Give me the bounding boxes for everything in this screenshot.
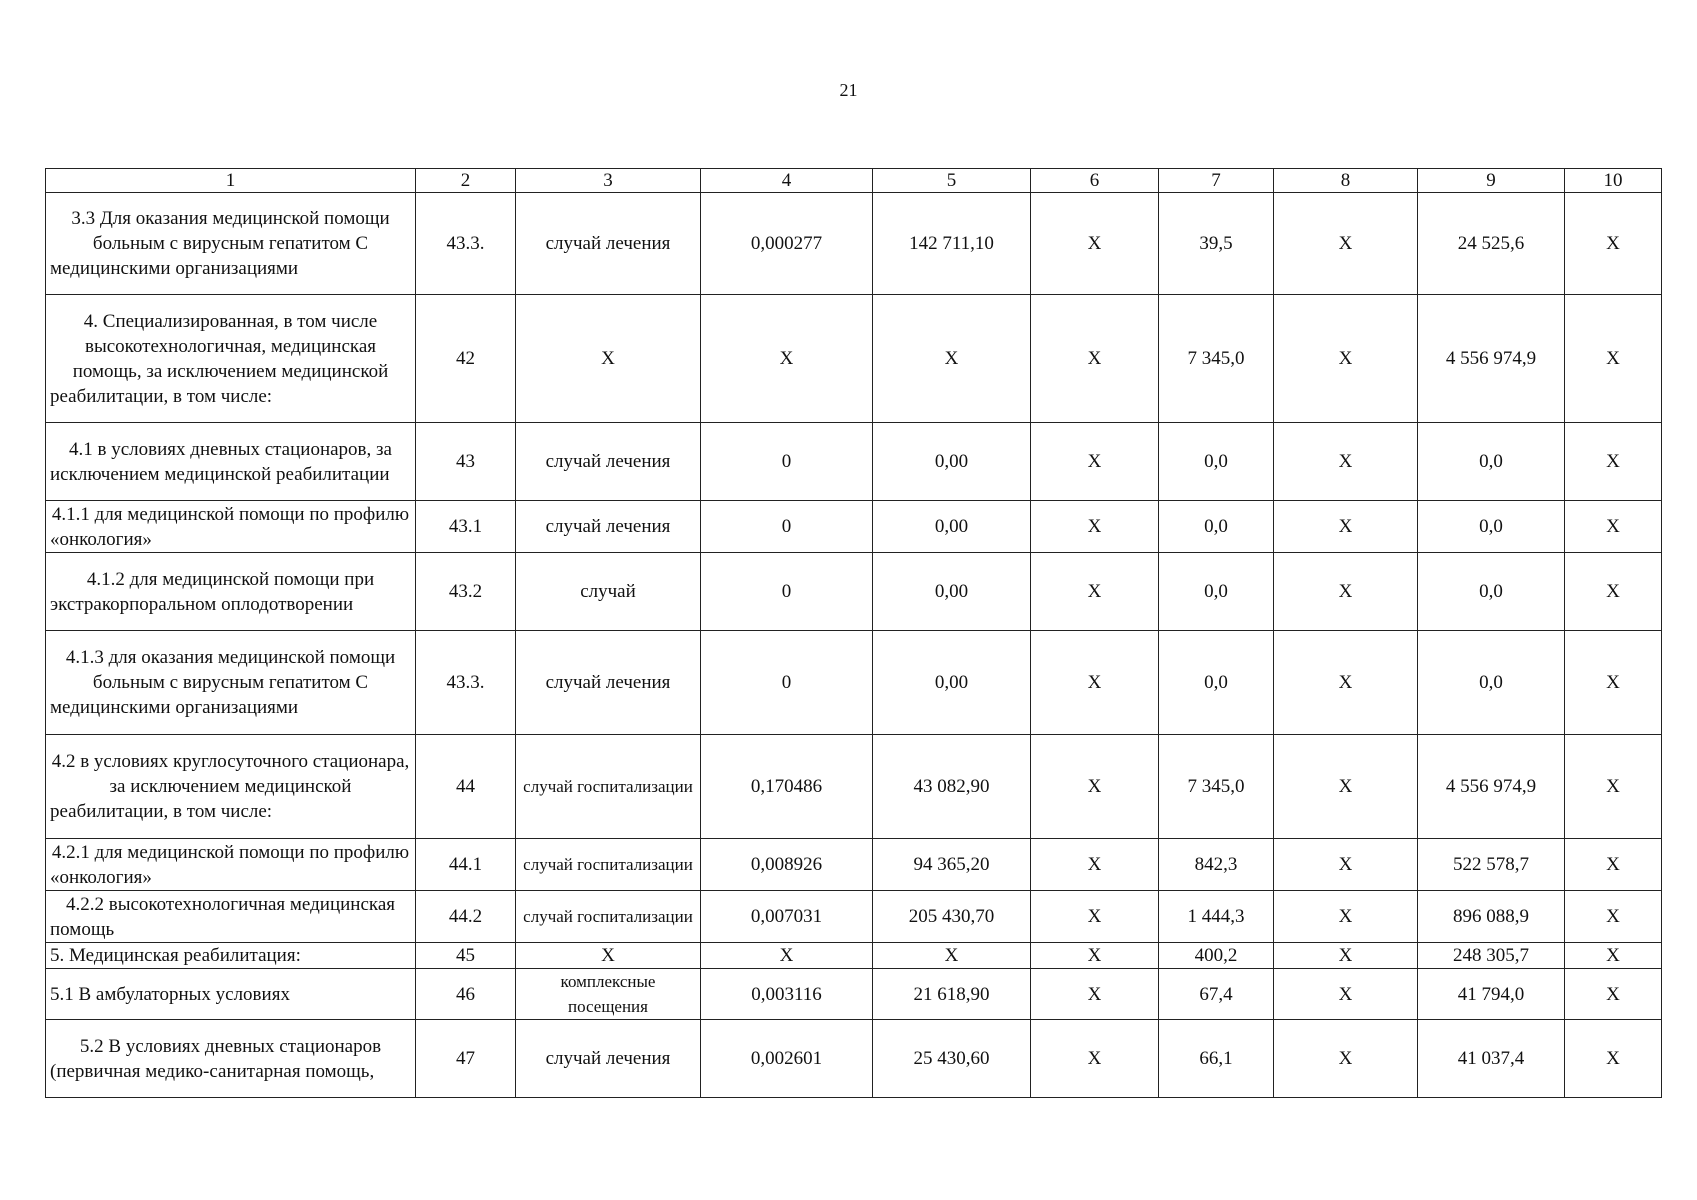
row-label: 3.3 Для оказания медицинской помощи больным с вирусным гепатитом С медицинскими организациями [46,193,416,295]
value-cell: 1 444,3 [1159,891,1274,943]
value-cell: X [1565,193,1662,295]
unit-cell: случай госпитализации [516,891,701,943]
value-cell: 67,4 [1159,969,1274,1020]
row-code: 43.1 [416,501,516,553]
value-cell: X [1031,943,1159,969]
value-cell: X [1274,553,1418,631]
page-number: 21 [839,80,858,100]
value-cell: 94 365,20 [873,839,1031,891]
table-row [46,943,1662,969]
value-cell: 842,3 [1159,839,1274,891]
data-table [45,168,1662,1098]
value-cell: 4 556 974,9 [1418,295,1565,423]
value-cell: X [1565,553,1662,631]
value-cell: X [701,943,873,969]
value-cell: X [1565,631,1662,735]
unit-cell: случай лечения [516,1020,701,1098]
table-row [46,423,1662,501]
value-cell: 24 525,6 [1418,193,1565,295]
column-header: 3 [516,169,701,193]
value-cell: 0 [701,501,873,553]
table-row [46,969,1662,1020]
value-cell: X [1565,1020,1662,1098]
value-cell: X [1031,553,1159,631]
value-cell: 205 430,70 [873,891,1031,943]
value-cell: 0,0 [1418,501,1565,553]
value-cell: 400,2 [1159,943,1274,969]
value-cell: 0 [701,423,873,501]
value-cell: 43 082,90 [873,735,1031,839]
value-cell: 0,00 [873,631,1031,735]
row-code: 44.2 [416,891,516,943]
row-label: 4.1.2 для медицинской помощи при экстракорпоральном оплодотворении [46,553,416,631]
value-cell: X [1274,839,1418,891]
value-cell: X [873,943,1031,969]
value-cell: 0,0 [1418,423,1565,501]
value-cell: 0 [701,553,873,631]
value-cell: 41 794,0 [1418,969,1565,1020]
table-row [46,631,1662,735]
value-cell: 0,0 [1418,631,1565,735]
value-cell: X [1031,891,1159,943]
value-cell: 0,0 [1159,423,1274,501]
row-label: 4.1.1 для медицинской помощи по профилю «онкология» [46,501,416,553]
value-cell: X [1031,295,1159,423]
value-cell: 25 430,60 [873,1020,1031,1098]
value-cell: 0,0 [1418,553,1565,631]
unit-cell: случай лечения [516,423,701,501]
value-cell: 0,0 [1159,631,1274,735]
value-cell: 0,170486 [701,735,873,839]
value-cell: 896 088,9 [1418,891,1565,943]
column-header: 4 [701,169,873,193]
row-label: 5. Медицинская реабилитация: [46,943,416,969]
row-code: 43 [416,423,516,501]
value-cell: X [1565,501,1662,553]
value-cell: 0,007031 [701,891,873,943]
value-cell: X [1274,501,1418,553]
value-cell: X [1274,423,1418,501]
value-cell: 248 305,7 [1418,943,1565,969]
table-row [46,295,1662,423]
column-header: 8 [1274,169,1418,193]
value-cell: 0,0 [1159,501,1274,553]
value-cell: X [1274,631,1418,735]
value-cell: X [1031,735,1159,839]
value-cell: 0,00 [873,501,1031,553]
unit-cell: случай госпитализации [516,839,701,891]
value-cell: 39,5 [1159,193,1274,295]
header-row [46,169,1662,193]
value-cell: X [1565,423,1662,501]
unit-cell: X [516,295,701,423]
unit-cell: комплексные посещения [516,969,701,1020]
value-cell: X [1274,969,1418,1020]
table-row [46,553,1662,631]
row-label: 4.2.1 для медицинской помощи по профилю «онкология» [46,839,416,891]
table-row [46,1020,1662,1098]
column-header: 2 [416,169,516,193]
value-cell: 0,008926 [701,839,873,891]
value-cell: X [1031,423,1159,501]
value-cell: X [1565,839,1662,891]
value-cell: X [1565,943,1662,969]
value-cell: X [1031,839,1159,891]
value-cell: X [1565,295,1662,423]
table-row [46,839,1662,891]
value-cell: 4 556 974,9 [1418,735,1565,839]
row-code: 43.2 [416,553,516,631]
row-label: 4. Специализированная, в том числе высокотехнологичная, медицинская помощь, за исключением медицинской реабилитации, в том числе: [46,295,416,423]
value-cell: 0,00 [873,553,1031,631]
value-cell: 0,0 [1159,553,1274,631]
value-cell: 7 345,0 [1159,295,1274,423]
value-cell: 21 618,90 [873,969,1031,1020]
row-code: 43.3. [416,193,516,295]
column-header: 1 [46,169,416,193]
value-cell: 66,1 [1159,1020,1274,1098]
value-cell: X [1274,943,1418,969]
value-cell: X [1274,295,1418,423]
column-header: 7 [1159,169,1274,193]
value-cell: X [1274,735,1418,839]
row-code: 47 [416,1020,516,1098]
value-cell: 0,003116 [701,969,873,1020]
row-label: 5.2 В условиях дневных стационаров (первичная медико-санитарная помощь, [46,1020,416,1098]
value-cell: 0 [701,631,873,735]
value-cell: X [701,295,873,423]
value-cell: 0,00 [873,423,1031,501]
row-code: 44.1 [416,839,516,891]
row-label: 4.1.3 для оказания медицинской помощи больным с вирусным гепатитом С медицинскими организациями [46,631,416,735]
value-cell: X [1031,631,1159,735]
value-cell: 0,002601 [701,1020,873,1098]
value-cell: X [1565,735,1662,839]
row-code: 42 [416,295,516,423]
column-header: 5 [873,169,1031,193]
value-cell: X [1031,193,1159,295]
row-code: 46 [416,969,516,1020]
value-cell: 41 037,4 [1418,1020,1565,1098]
column-header: 6 [1031,169,1159,193]
row-code: 45 [416,943,516,969]
value-cell: X [1565,891,1662,943]
value-cell: X [873,295,1031,423]
table-row [46,891,1662,943]
value-cell: X [1031,1020,1159,1098]
value-cell: 7 345,0 [1159,735,1274,839]
column-header: 9 [1418,169,1565,193]
unit-cell: случай лечения [516,501,701,553]
value-cell: X [1274,891,1418,943]
table-row [46,501,1662,553]
value-cell: X [1565,969,1662,1020]
row-code: 43.3. [416,631,516,735]
row-label: 4.2.2 высокотехнологичная медицинская помощь [46,891,416,943]
unit-cell: случай [516,553,701,631]
table-row [46,193,1662,295]
value-cell: X [1274,1020,1418,1098]
row-code: 44 [416,735,516,839]
table-row [46,735,1662,839]
row-label: 4.1 в условиях дневных стационаров, за исключением медицинской реабилитации [46,423,416,501]
row-label: 4.2 в условиях круглосуточного стационара, за исключением медицинской реабилитации, в том числе: [46,735,416,839]
value-cell: 142 711,10 [873,193,1031,295]
value-cell: X [1031,969,1159,1020]
value-cell: 0,000277 [701,193,873,295]
unit-cell: X [516,943,701,969]
value-cell: 522 578,7 [1418,839,1565,891]
row-label: 5.1 В амбулаторных условиях [46,969,416,1020]
column-header: 10 [1565,169,1662,193]
value-cell: X [1274,193,1418,295]
unit-cell: случай лечения [516,631,701,735]
value-cell: X [1031,501,1159,553]
unit-cell: случай госпитализации [516,735,701,839]
unit-cell: случай лечения [516,193,701,295]
